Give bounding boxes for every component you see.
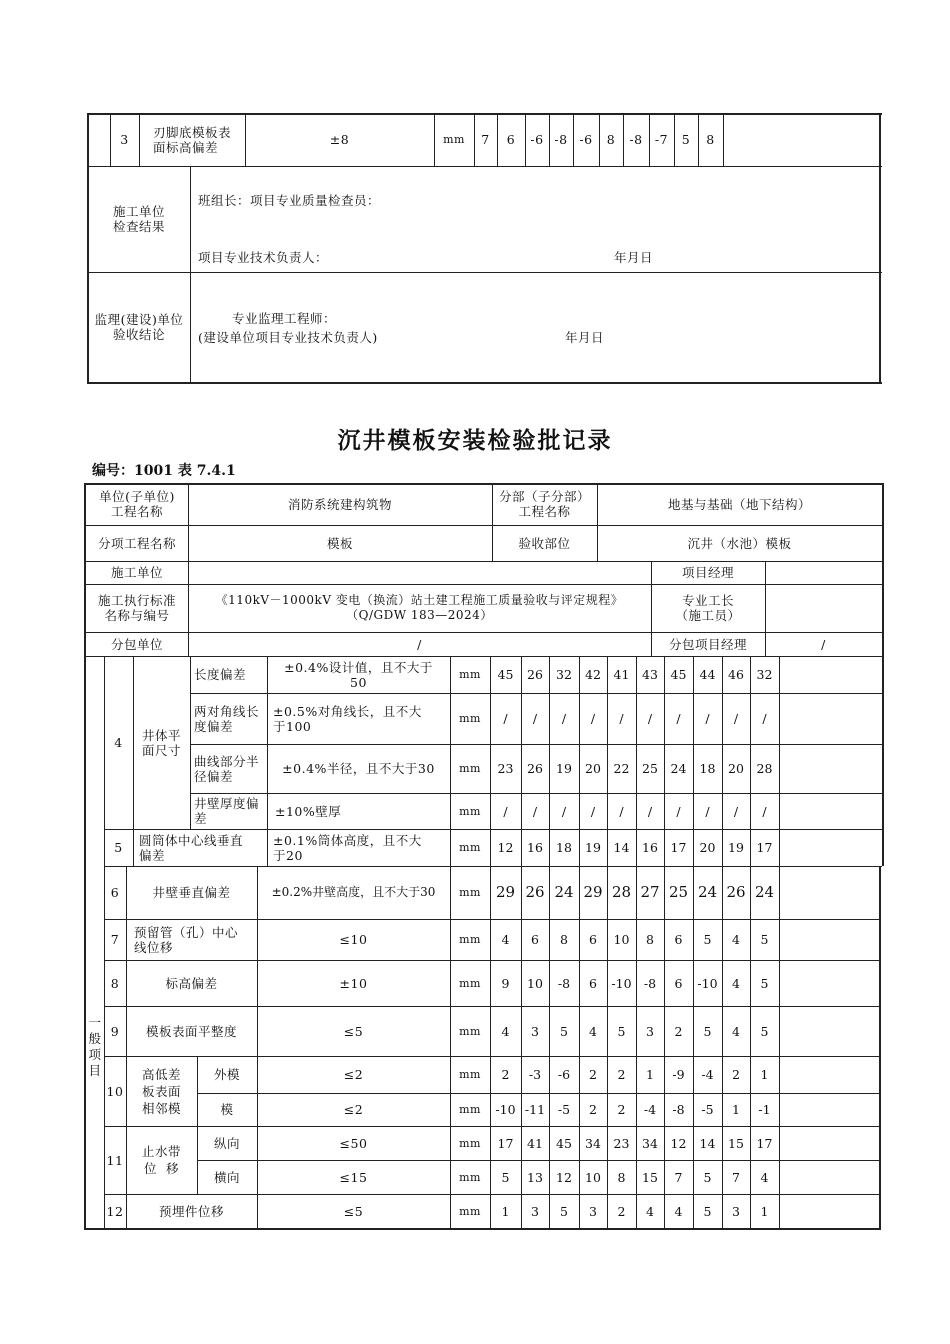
row11-name: 止水带 位 移 xyxy=(141,1144,181,1176)
row8-item: 标高偏差 xyxy=(165,975,218,991)
measure-value: 24 xyxy=(754,883,775,901)
row4a-item: 长度偏差 xyxy=(194,667,247,682)
row10b-std: ≤2 xyxy=(343,1102,364,1117)
row4c-std: ±0.4%半径，且不大于30 xyxy=(282,761,435,776)
row4c-item: 曲线部分半 径偏差 xyxy=(194,753,260,784)
measure-value: 10 xyxy=(585,1169,601,1185)
measure-value: -10 xyxy=(611,975,632,991)
measure-value: 44 xyxy=(699,667,716,682)
measure-value: / xyxy=(532,711,538,726)
construction-line-2: 项目专业技术负责人： xyxy=(198,250,329,265)
page-title: 沉井模板安装检验批记录 xyxy=(337,427,613,454)
measure-value: 4 xyxy=(732,1023,740,1039)
measure-value: 1 xyxy=(501,1203,510,1219)
row7-no: 7 xyxy=(110,932,120,947)
measure-value: / xyxy=(733,711,739,726)
subitem-label: 分项工程名称 xyxy=(97,535,176,551)
measure-value: / xyxy=(532,803,538,819)
measure-value: 23 xyxy=(497,761,514,776)
measure-value: 7 xyxy=(481,132,490,147)
foreman-label: 专业工长 （施工员） xyxy=(675,593,741,623)
subcontractor-value: / xyxy=(417,636,422,652)
measure-value: -6 xyxy=(557,1067,571,1082)
measure-value: 5 xyxy=(681,132,691,147)
measure-value: 32 xyxy=(556,667,572,682)
measure-value: / xyxy=(647,711,653,726)
unit-label: 单位(子单位) 工程名称 xyxy=(99,489,175,519)
row11a-unit: mm xyxy=(459,1136,481,1150)
measure-value: 8 xyxy=(646,932,654,947)
measure-value: 17 xyxy=(670,840,687,855)
measure-value: 12 xyxy=(556,1169,572,1185)
measure-value: 1 xyxy=(760,1067,769,1082)
standard-value: 《110kV－1000kV 变电（换流）站土建工程施工质量验收与评定规程》 （Q/GDW 183—2024） xyxy=(215,593,624,622)
measure-value: 4 xyxy=(732,932,740,947)
row11b-item: 横向 xyxy=(213,1169,240,1185)
measure-value: 20 xyxy=(585,761,601,776)
measure-value: 13 xyxy=(527,1169,543,1185)
supervision-line-1: 专业监理工程师： xyxy=(232,311,337,326)
row10-no: 10 xyxy=(106,1083,124,1099)
subitem-value: 模板 xyxy=(326,535,353,551)
row4b-unit: mm xyxy=(459,712,481,725)
measure-value: 8 xyxy=(617,1169,626,1185)
unit-value: 消防系统建构筑物 xyxy=(287,496,392,512)
construction-check-label: 施工单位 检查结果 xyxy=(112,204,165,234)
measure-value: 5 xyxy=(560,1023,568,1039)
row12-std: ≤5 xyxy=(343,1203,364,1219)
measure-value: 2 xyxy=(617,1203,626,1219)
measure-value: / xyxy=(590,803,596,819)
measure-value: 19 xyxy=(585,840,601,855)
measure-value: / xyxy=(705,803,710,819)
project-manager-value xyxy=(765,561,882,584)
measure-value: 24 xyxy=(554,883,574,901)
row4d-unit: mm xyxy=(459,804,481,818)
measure-value: 15 xyxy=(728,1135,744,1151)
division-label: 分部（子分部） 工程名称 xyxy=(498,489,590,519)
row8-std: ±10 xyxy=(339,975,368,991)
row10b-item: 模 xyxy=(220,1102,234,1117)
measure-value: -10 xyxy=(495,1102,516,1117)
measure-value: 28 xyxy=(756,761,773,776)
measure-value: 32 xyxy=(756,667,773,682)
measure-value: 2 xyxy=(617,1102,626,1117)
measure-value: 23 xyxy=(613,1135,630,1151)
measure-value: 6 xyxy=(589,932,597,947)
measure-value: 5 xyxy=(703,932,712,947)
measure-value: 46 xyxy=(728,667,744,682)
row9-std: ≤5 xyxy=(343,1023,364,1039)
row9-unit: mm xyxy=(459,1024,481,1038)
measure-value: 2 xyxy=(617,1067,626,1082)
measure-value: / xyxy=(762,711,767,726)
row11b-std: ≤15 xyxy=(339,1169,368,1185)
measure-value: 4 xyxy=(760,1169,769,1185)
measure-value: 45 xyxy=(497,667,514,682)
measure-value: 5 xyxy=(760,975,769,991)
row4-no: 4 xyxy=(114,735,123,750)
row7-item: 预留管（孔）中心 线位移 xyxy=(134,924,239,955)
row7-unit: mm xyxy=(459,933,481,946)
measure-value: / xyxy=(503,803,508,819)
measure-value: 8 xyxy=(706,132,715,147)
measure-value: / xyxy=(561,803,567,819)
measure-value: 2 xyxy=(589,1102,597,1117)
division-value: 地基与基础（地下结构） xyxy=(667,496,811,512)
measure-value: 18 xyxy=(556,840,572,855)
measure-value: 26 xyxy=(527,667,543,682)
row11-no: 11 xyxy=(106,1152,124,1168)
row3-unit: mm xyxy=(443,133,465,146)
measure-value: 4 xyxy=(589,1023,597,1039)
measure-value: 5 xyxy=(501,1169,510,1185)
measure-value: 16 xyxy=(642,840,658,855)
measure-value: 17 xyxy=(497,1135,514,1151)
measure-value: 17 xyxy=(756,1135,773,1151)
contractor-value xyxy=(188,561,651,584)
row4-name: 井体平 面尺寸 xyxy=(141,727,181,758)
supervision-line-2: (建设单位项目专业技术负责人) xyxy=(198,330,378,345)
measure-value: 45 xyxy=(670,667,687,682)
row4a-std: ±0.4%设计值，且不大于 50 xyxy=(284,659,433,690)
row4d-std: ±10%壁厚 xyxy=(275,803,342,819)
row3-no: 3 xyxy=(120,132,129,147)
measure-value: -8 xyxy=(629,132,643,147)
row10a-item: 外模 xyxy=(213,1067,240,1082)
measure-value: 4 xyxy=(501,1023,510,1039)
measure-value: 19 xyxy=(728,840,744,855)
measure-value: / xyxy=(503,711,508,726)
form-code: 编号：1001 表 7.4.1 xyxy=(92,463,236,479)
measure-value: 34 xyxy=(585,1135,601,1151)
foreman-value xyxy=(765,584,882,632)
row7-std: ≤10 xyxy=(339,932,368,947)
measure-value: -5 xyxy=(557,1102,571,1117)
general-items-label: 一 般 项 目 xyxy=(88,1015,102,1078)
measure-value: 10 xyxy=(613,932,630,947)
measure-value: / xyxy=(762,803,767,819)
measure-value: / xyxy=(590,711,596,726)
measure-value: -9 xyxy=(672,1067,685,1082)
row8-unit: mm xyxy=(459,976,481,990)
measure-value: 7 xyxy=(674,1169,683,1185)
measure-value: -8 xyxy=(557,975,571,991)
measure-value: 4 xyxy=(732,975,740,991)
measure-value: / xyxy=(705,711,710,726)
row10a-std: ≤2 xyxy=(343,1067,364,1082)
row12-unit: mm xyxy=(459,1204,481,1218)
measure-value: 20 xyxy=(728,761,744,776)
measure-value: 4 xyxy=(646,1203,654,1219)
measure-value: -8 xyxy=(554,132,568,147)
row12-no: 12 xyxy=(106,1203,124,1219)
measure-value: 25 xyxy=(668,883,689,901)
row9-no: 9 xyxy=(110,1023,120,1039)
contractor-label: 施工单位 xyxy=(110,565,163,580)
measure-value: -6 xyxy=(579,132,593,147)
measure-value: 16 xyxy=(527,840,543,855)
standard-label: 施工执行标准 名称与编号 xyxy=(97,593,176,623)
measure-value: 8 xyxy=(606,132,616,147)
supervision-date: 年月日 xyxy=(565,330,605,345)
supervision-label: 监理(建设)单位 验收结论 xyxy=(94,312,184,342)
measure-value: / xyxy=(619,711,624,726)
measure-value: 5 xyxy=(760,1023,769,1039)
measure-value: 5 xyxy=(703,1023,712,1039)
measure-value: 12 xyxy=(670,1135,687,1151)
measure-value: 6 xyxy=(506,132,516,147)
measure-value: 28 xyxy=(611,883,632,901)
measure-value: -3 xyxy=(528,1067,542,1082)
measure-value: 10 xyxy=(527,975,543,991)
acceptance-value: 沉井（水池）模板 xyxy=(687,535,792,551)
measure-value: 41 xyxy=(527,1135,543,1151)
row10-name: 高低差 板表面 相邻模 xyxy=(141,1066,181,1116)
row4d-item: 井壁厚度偏 差 xyxy=(194,796,260,826)
row6-item: 井壁垂直偏差 xyxy=(152,885,231,900)
subcontractor-label: 分包单位 xyxy=(110,636,163,652)
row9-item: 模板表面平整度 xyxy=(145,1023,237,1039)
row4a-unit: mm xyxy=(459,668,481,681)
measure-value: / xyxy=(676,803,681,819)
measure-value: 6 xyxy=(531,932,539,947)
measure-value: 5 xyxy=(560,1203,568,1219)
measure-value: 3 xyxy=(531,1023,539,1039)
measure-value: 43 xyxy=(642,667,658,682)
measure-value: 22 xyxy=(613,761,630,776)
row4c-unit: mm xyxy=(459,762,481,775)
row11a-item: 纵向 xyxy=(213,1135,240,1151)
row5-item: 圆筒体中心线垂直 偏差 xyxy=(139,832,244,863)
measure-value: -5 xyxy=(701,1102,714,1117)
measure-value: 18 xyxy=(699,761,716,776)
measure-value: 29 xyxy=(495,883,516,901)
measure-value: / xyxy=(561,711,567,726)
measure-value: 41 xyxy=(613,667,630,682)
measure-value: 3 xyxy=(646,1023,654,1039)
row4b-item: 两对角线长 度偏差 xyxy=(194,703,260,734)
row6-std: ±0.2%井壁高度，且不大于30 xyxy=(271,885,436,899)
measure-value: 3 xyxy=(589,1203,597,1219)
row11b-unit: mm xyxy=(459,1170,481,1184)
row10a-unit: mm xyxy=(459,1068,481,1081)
acceptance-label: 验收部位 xyxy=(518,535,571,551)
measure-value: -8 xyxy=(672,1102,685,1117)
measure-value: / xyxy=(619,803,624,819)
row12-item: 预埋件位移 xyxy=(158,1203,224,1219)
measure-value: 4 xyxy=(674,1203,683,1219)
measure-value: 5 xyxy=(703,1169,712,1185)
measure-value: -4 xyxy=(701,1067,714,1082)
project-manager-label: 项目经理 xyxy=(681,565,734,580)
measure-value: 1 xyxy=(732,1102,740,1117)
measure-value: 7 xyxy=(732,1169,740,1185)
measure-value: 9 xyxy=(501,975,510,991)
construction-date: 年月日 xyxy=(614,250,654,265)
row8-no: 8 xyxy=(110,975,120,991)
row6-unit: mm xyxy=(459,886,481,899)
measure-value: 27 xyxy=(640,883,660,901)
measure-value: 6 xyxy=(589,975,597,991)
measure-value: 2 xyxy=(674,1023,683,1039)
measure-value: / xyxy=(676,711,681,726)
sub-pm-value: / xyxy=(821,636,826,652)
measure-value: / xyxy=(733,803,739,819)
measure-value: 42 xyxy=(585,667,601,682)
measure-value: -8 xyxy=(643,975,657,991)
measure-value: 15 xyxy=(642,1169,658,1185)
measure-value: 24 xyxy=(697,883,718,901)
measure-value: 12 xyxy=(497,840,514,855)
measure-value: 19 xyxy=(556,761,572,776)
measure-value: 20 xyxy=(699,840,716,855)
row3-item: 刃脚底模板表 面标高偏差 xyxy=(152,124,231,155)
measure-value: 1 xyxy=(646,1067,654,1082)
measure-value: 2 xyxy=(732,1067,740,1082)
construction-line-1: 班组长：项目专业质量检查员： xyxy=(198,193,381,208)
measure-value: 26 xyxy=(726,883,746,901)
measure-value: 29 xyxy=(583,883,603,901)
measure-value: 25 xyxy=(642,761,658,776)
measure-value: 3 xyxy=(732,1203,740,1219)
measure-value: 14 xyxy=(613,840,630,855)
measure-value: 24 xyxy=(670,761,687,776)
measure-value: 5 xyxy=(760,932,769,947)
row4b-std: ±0.5%对角线长，且不大 于100 xyxy=(273,703,422,734)
measure-value: 17 xyxy=(756,840,773,855)
measure-value: -10 xyxy=(697,975,718,991)
row5-no: 5 xyxy=(114,840,123,855)
measure-value: 8 xyxy=(560,932,568,947)
measure-value: 26 xyxy=(525,883,545,901)
measure-value: 45 xyxy=(556,1135,572,1151)
row5-std: ±0.1%筒体高度，且不大 于20 xyxy=(273,832,422,863)
measure-value: / xyxy=(647,803,653,819)
measure-value: -7 xyxy=(654,132,669,147)
measure-value: 26 xyxy=(527,761,543,776)
measure-value: 14 xyxy=(699,1135,716,1151)
measure-value: -4 xyxy=(643,1102,657,1117)
row11a-std: ≤50 xyxy=(339,1135,368,1151)
measure-value: 34 xyxy=(642,1135,658,1151)
measure-value: 4 xyxy=(501,932,510,947)
measure-value: 2 xyxy=(501,1067,510,1082)
measure-value: -11 xyxy=(524,1102,546,1117)
row5-unit: mm xyxy=(459,841,481,854)
measure-value: 1 xyxy=(760,1203,769,1219)
measure-value: -1 xyxy=(758,1102,771,1117)
measure-value: 5 xyxy=(703,1203,712,1219)
measure-value: 2 xyxy=(589,1067,597,1082)
measure-value: 6 xyxy=(674,932,683,947)
measure-value: 3 xyxy=(531,1203,539,1219)
row6-no: 6 xyxy=(110,885,120,900)
row10b-unit: mm xyxy=(459,1103,481,1116)
sub-pm-label: 分包项目经理 xyxy=(668,636,747,652)
measure-value: 5 xyxy=(617,1023,626,1039)
measure-value: -6 xyxy=(530,132,544,147)
measure-value: 6 xyxy=(674,975,683,991)
row3-std: ±8 xyxy=(329,132,350,147)
